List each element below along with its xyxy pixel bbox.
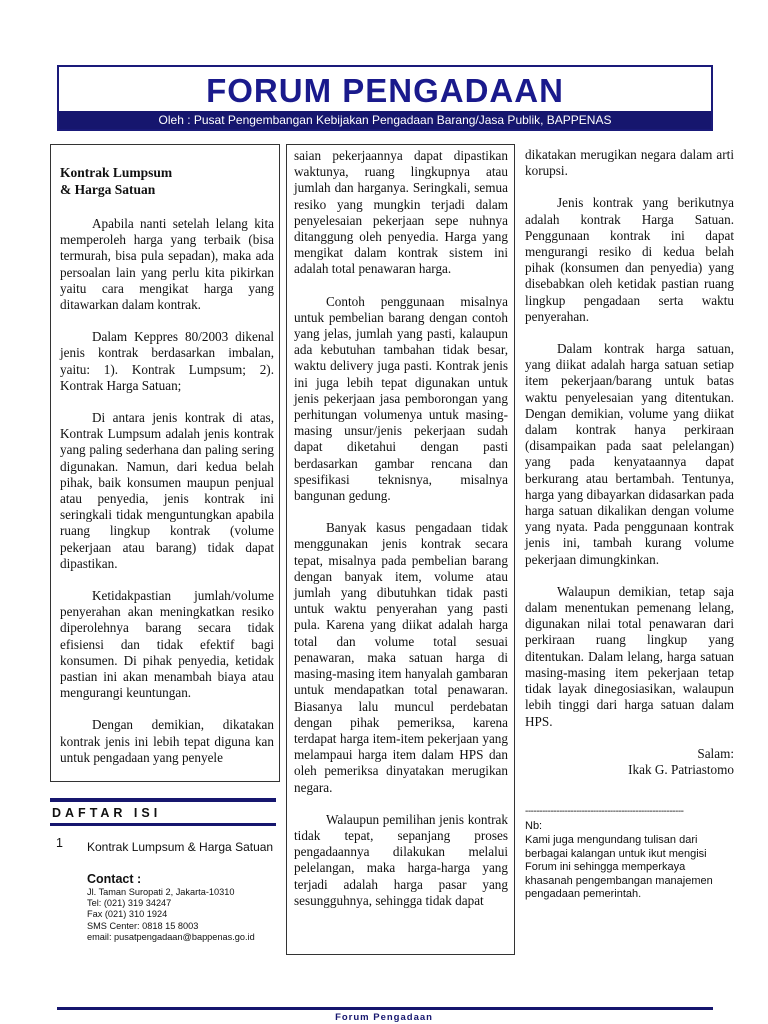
- author-name: Ikak G. Patriastomo: [628, 761, 734, 777]
- paragraph: Walaupun demikian, tetap saja dalam menentukan pemenang lelang, digunakan nilai total penawaran dari perkiraan ruang lingkup yang ditentukan. Dalam lelang, harga satuan masing-masing item pekerjaan tetap tidak layak dinegosiasikan, walaupun lebih tinggi dari harga satuan dalam HPS.: [525, 583, 734, 729]
- paragraph: Di antara jenis kontrak di atas, Kontrak Lumpsum adalah jenis kontrak yang paling sederhana dan paling sering digunakan. Namun, dari kedua belah pihak, baik konsumen maupun penjual atau penyedia, jenis kontrak ini seringkali tidak menguntungkan apabila ruang lingkup kontrak (volume pekerjaan atau barang) tidak dapat dipastikan.: [60, 410, 274, 571]
- article-column-3: [518, 144, 738, 955]
- article-title-line-1: Kontrak Lumpsum: [60, 165, 173, 180]
- toc-title: DAFTAR ISI: [52, 806, 162, 820]
- signoff-salutation: Salam:: [697, 745, 734, 761]
- footer-rule: [57, 1007, 713, 1010]
- paragraph: Contoh penggunaan misalnya untuk pembelian barang dengan contoh yang jelas, jumlah yang pasti, kalaupun ada kebutuhan tambahan tidak besar, waktu delivery juga pasti. Kontrak jenis ini juga lebih tepat digunakan untuk jenis pekerjaan jasa pemborongan yang perhitungan volumenya untuk masing-masing unsur/jenis pekerjaan sudah dapat diketahui dengan pasti berdasarkan gambar rencana dan spesifikasi teknisnya, misalnya bangunan gedung.: [294, 293, 508, 504]
- paragraph: dikatakan merugikan negara dalam arti korupsi.: [525, 147, 734, 179]
- paragraph: Dengan demikian, dikatakan kontrak jenis ini lebih tepat diguna kan untuk pengadaan yang penyele: [60, 717, 274, 765]
- newsletter-title: FORUM PENGADAAN: [206, 72, 564, 109]
- toc-item-number: 1: [56, 836, 63, 850]
- masthead: [57, 65, 713, 131]
- contact-address: Jl. Taman Suropati 2, Jakarta-10310: [87, 887, 235, 897]
- paragraph: Dalam Keppres 80/2003 dikenal jenis kontrak berdasarkan imbalan, yaitu: 1). Kontrak Lumpsum; 2). Kontrak Harga Satuan;: [60, 329, 274, 393]
- toc-item-label[interactable]: Kontrak Lumpsum & Harga Satuan: [87, 840, 274, 854]
- paragraph: saian pekerjaannya dapat dipastikan waktunya, ruang lingkupnya atau jumlah dan harganya. Seringkali, semua resiko yang mungkin terjadi dalam penyelesaian pekerjaan sepe nuhnya ditanggung oleh penyedia. Harga yang mengikat dalam kontrak sistem ini adalah total penawaran harga.: [294, 148, 508, 277]
- contact-title: Contact :: [87, 872, 142, 886]
- toc-bottom-rule: [50, 823, 276, 826]
- paragraph: Apabila nanti setelah lelang kita memperoleh harga yang terbaik (bisa termurah, bisa pula sepadan), maka ada persoalan lain yang perlu kita pikirkan yaitu cara mengikat harga yang ditawarkan dalam kontrak.: [60, 216, 274, 313]
- contact-block: [87, 872, 277, 943]
- note-label: Nb:: [525, 820, 543, 833]
- article-title-line-2: & Harga Satuan: [60, 181, 156, 197]
- contact-email[interactable]: email: pusatpengadaan@bappenas.go.id: [87, 931, 255, 942]
- paragraph: Banyak kasus pengadaan tidak menggunakan jenis kontrak secara tepat, misalnya pada pembelian barang dengan banyak item, volume atau jumlah yang dibutuhkan tidak pasti untuk waktu penyerahan yang pasti pula. Karena yang diikat adalah harga total dan volume total sesuai penawaran, maka satuan harga di masing-masing item hanyalah gambaran untuk mendapatkan total penawaran. Biasanya lalu muncul perdebatan dengan pihak pemeriksa, karena terdapat harga item-item pekerjaan yang melampaui harga item dalam HPS dan oleh pemeriksa dinyatakan merugikan negara.: [294, 520, 508, 795]
- paragraph: Dalam kontrak harga satuan, yang diikat adalah harga satuan setiap item pekerjaan/barang untuk batas waktu penyelesaian yang ditentukan. Dengan demikian, volume yang diikat dalam kontrak hanya perkiraan (disampaikan pada saat pelelangan) yang pada kenyataannya dapat berkurang atau bertambah. Tentunya, harga yang dibayarkan didasarkan pada harga satuan dikalikan dengan volume yang nyata. Pada penggunaan kontrak jenis ini, tambah kurang volume pekerjaan dimungkinkan.: [525, 341, 734, 567]
- article-title: [60, 165, 274, 198]
- note-text: Kami juga mengundang tulisan dari berbagai kalangan untuk ikut mengisi Forum ini sehingga memperkaya khasanah pengembangan manajemen pengadaan pemerintah.: [525, 833, 713, 901]
- paragraph: Jenis kontrak yang berikutnya adalah kontrak Harga Satuan. Penggunaan kontrak ini dapat mengurangi resiko di kedua belah pihak (konsumen dan penyedia) yang disebabkan oleh ketidak pastian ruang lingkup pengadaan serta waktu penyerahan.: [525, 195, 734, 324]
- contact-sms: SMS Center: 0818 15 8003: [87, 920, 199, 931]
- note-divider: --------------------------------------------------------: [525, 806, 684, 818]
- publisher-subtitle: Oleh : Pusat Pengembangan Kebijakan Pengadaan Barang/Jasa Publik, BAPPENAS: [59, 111, 711, 129]
- paragraph: Walaupun pemilihan jenis kontrak tidak tepat, sepanjang proses pengadaannya dilakukan melalui pelelangan, maka harga-harga yang terjadi adalah harga pasar yang sesungguhnya, sehingga tidak dapat: [294, 811, 508, 908]
- toc-top-rule: [50, 798, 276, 802]
- article-column-1: [50, 144, 280, 782]
- article-column-2: [286, 144, 515, 955]
- contact-phone: Tel: (021) 319 34247: [87, 898, 172, 909]
- footer-text: Forum Pengadaan: [335, 1012, 433, 1023]
- paragraph: Ketidakpastian jumlah/volume penyerahan akan meningkatkan resiko diperolehnya barang secara tidak efisiensi dan tidak efektif bagi konsumen. Di pihak penyedia, ketidak pastian ini akan menambah biaya atau mengurangi keuntungan.: [60, 588, 274, 701]
- contact-fax: Fax (021) 310 1924: [87, 909, 168, 920]
